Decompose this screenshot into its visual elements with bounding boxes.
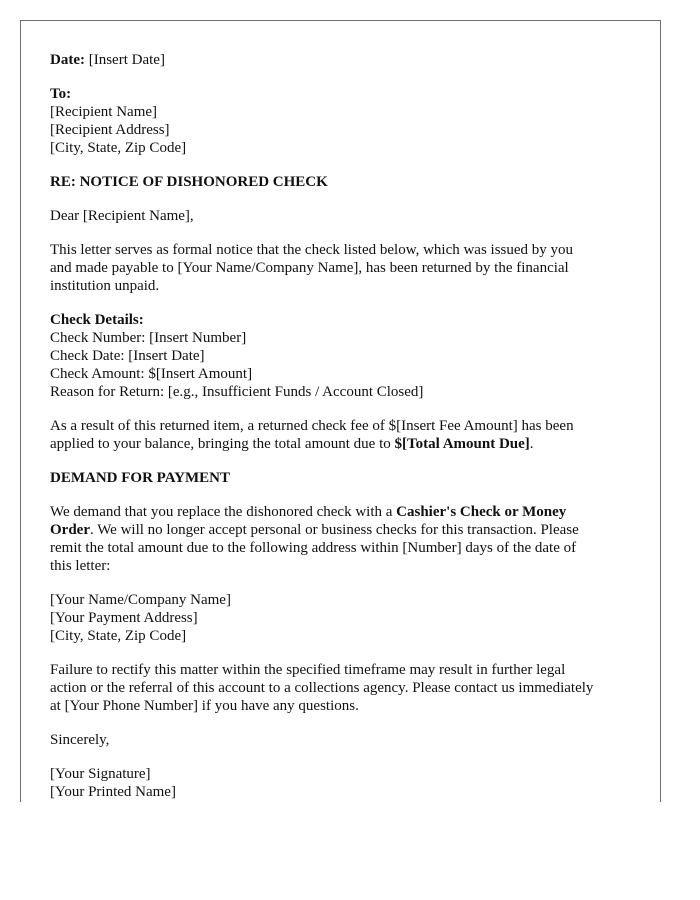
payee-city-state-zip: [City, State, Zip Code] (50, 628, 187, 644)
subject-text: RE: NOTICE OF DISHONORED CHECK (50, 174, 328, 190)
failure-line: action or the referral of this account to a collections agency. Please contact us immediately (50, 680, 594, 696)
intro-paragraph (50, 241, 638, 295)
fee-period: . (529, 436, 534, 452)
payee-address: [Your Payment Address] (50, 610, 198, 626)
signature-block (50, 765, 638, 801)
payment-address-block (50, 591, 638, 645)
failure-paragraph (50, 661, 638, 715)
failure-line: Failure to rectify this matter within the specified timeframe may result in further legal (50, 662, 566, 678)
intro-line: institution unpaid. (50, 278, 160, 294)
total-amount-due: $[Total Amount Due] (394, 436, 530, 452)
check-details-heading: Check Details: (50, 312, 144, 328)
demand-heading-text: DEMAND FOR PAYMENT (50, 470, 230, 486)
demand-line: remit the total amount due to the following address within [Number] days of the date of (50, 540, 577, 556)
fee-paragraph (50, 417, 638, 453)
printed-name-line: [Your Printed Name] (50, 784, 176, 800)
subject-line (50, 173, 638, 191)
closing-text: Sincerely, (50, 732, 110, 748)
demand-line (50, 521, 638, 539)
payment-method-emphasis: Cashier's Check or Money (396, 504, 567, 520)
recipient-name: [Recipient Name] (50, 104, 158, 120)
recipient-city-state-zip: [City, State, Zip Code] (50, 140, 187, 156)
fee-line (50, 435, 638, 453)
demand-text: We demand that you replace the dishonored check with a (50, 504, 397, 520)
demand-heading (50, 469, 638, 487)
signature-line: [Your Signature] (50, 766, 151, 782)
salutation-text: Dear [Recipient Name], (50, 208, 194, 224)
salutation (50, 207, 638, 225)
date-value: [Insert Date] (88, 52, 165, 68)
recipient-block (50, 85, 638, 157)
to-label: To: (50, 86, 72, 102)
check-amount-line: Check Amount: $[Insert Amount] (50, 366, 253, 382)
failure-line: at [Your Phone Number] if you have any questions. (50, 698, 359, 714)
fee-text: applied to your balance, bringing the total amount due to (50, 436, 395, 452)
closing (50, 731, 638, 749)
demand-line: this letter: (50, 558, 111, 574)
return-reason-line: Reason for Return: [e.g., Insufficient Funds / Account Closed] (50, 384, 424, 400)
payment-method-emphasis: Order (50, 522, 90, 538)
payee-name: [Your Name/Company Name] (50, 592, 231, 608)
demand-line (50, 503, 638, 521)
demand-paragraph (50, 503, 638, 575)
check-date-line: Check Date: [Insert Date] (50, 348, 205, 364)
letter-page (20, 20, 661, 802)
letter-body (50, 51, 638, 802)
check-details-block (50, 311, 638, 401)
recipient-address: [Recipient Address] (50, 122, 170, 138)
date-line (50, 51, 638, 69)
intro-line: and made payable to [Your Name/Company Name], has been returned by the financial (50, 260, 569, 276)
fee-line: As a result of this returned item, a returned check fee of $[Insert Fee Amount] has been (50, 418, 574, 434)
demand-text: . We will no longer accept personal or business checks for this transaction. Please (89, 522, 579, 538)
date-label: Date: (50, 52, 85, 68)
intro-line: This letter serves as formal notice that the check listed below, which was issued by you (50, 242, 574, 258)
check-number-line: Check Number: [Insert Number] (50, 330, 247, 346)
